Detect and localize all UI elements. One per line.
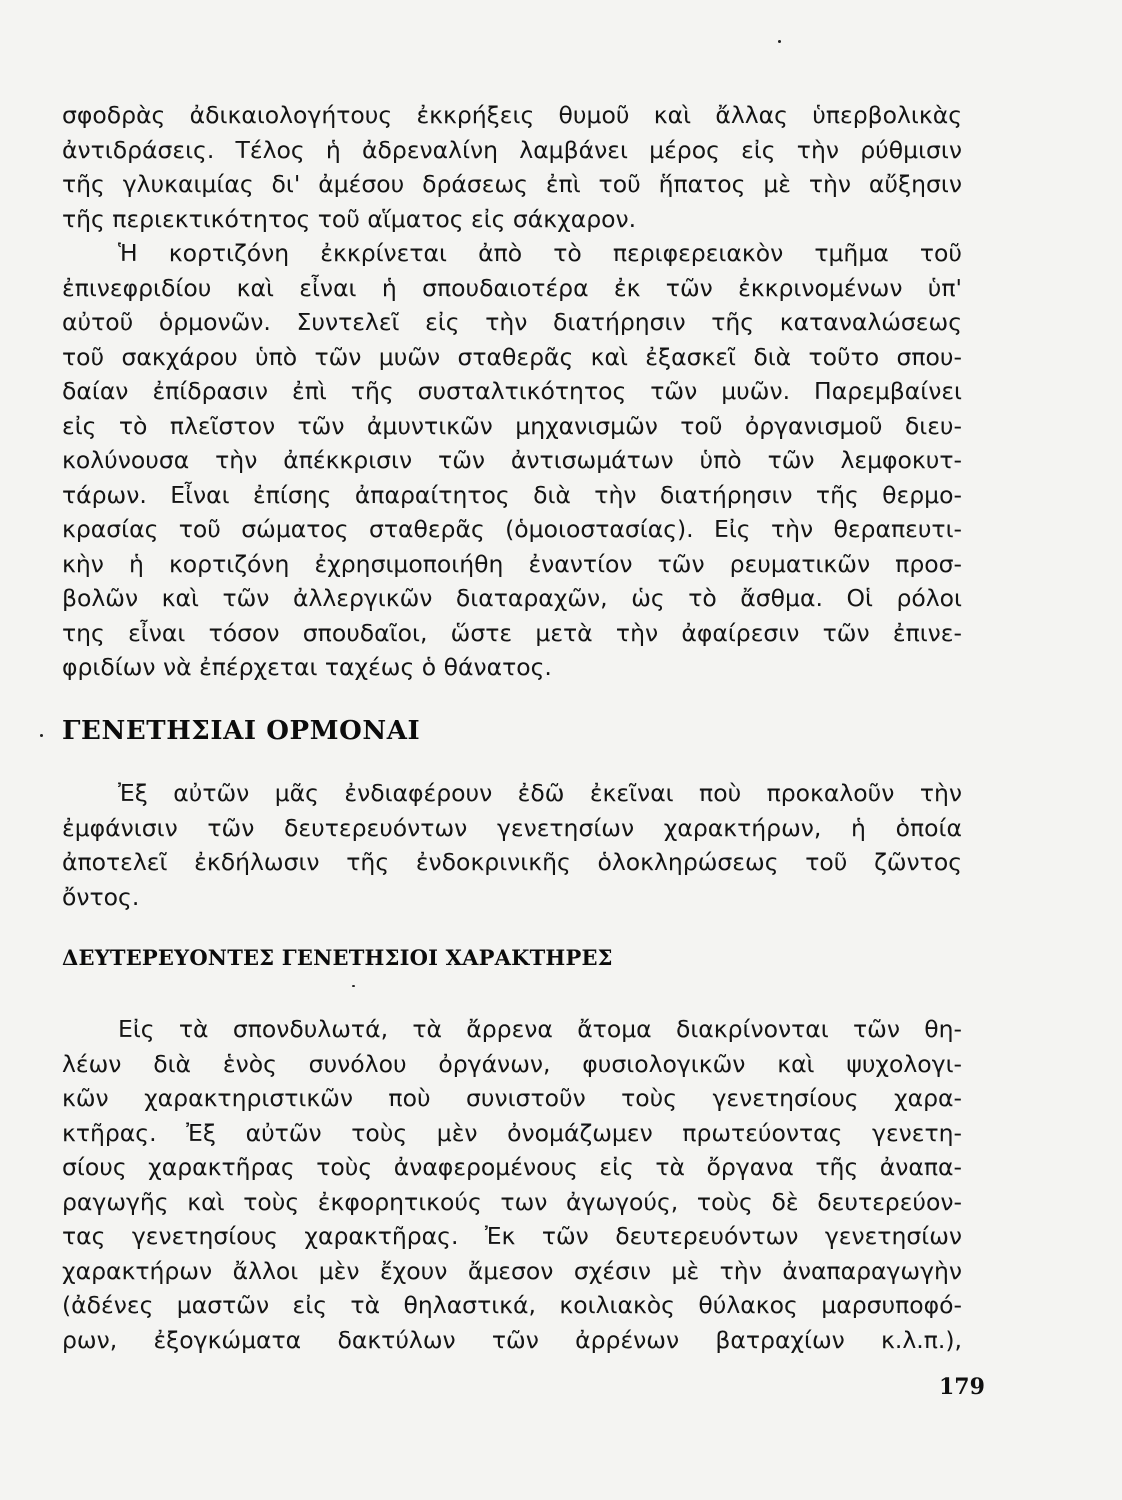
text-line: ἀντιδράσεις. Τέλος ἡ ἀδρεναλίνη λαμβάνει μέρος εἰς τὴν ρύθμισιν <box>62 135 962 164</box>
text-line: φριδίων νὰ ἐπέρχεται ταχέως ὁ θάνατος. <box>62 653 552 681</box>
text-line: ἐπινεφριδίου καὶ εἶναι ἡ σπουδαιοτέρα ἐκ τῶν ἐκκρινομένων ὑπ' <box>62 273 962 302</box>
text-line: ἐμφάνισιν τῶν δευτερευόντων γενετησίων χαρακτήρων, ἡ ὁποία <box>62 813 962 842</box>
text-line: ραγωγῆς καὶ τοὺς ἐκφορητικούς των ἀγωγούς, τοὺς δὲ δευτερεύον- <box>62 1187 962 1216</box>
text-line: ρων, ἐξογκώματα δακτύλων τῶν ἀρρένων βατραχίων κ.λ.π.), <box>62 1325 962 1354</box>
text-line: τοῦ σακχάρου ὑπὸ τῶν μυῶν σταθερᾶς καὶ ἐξασκεῖ διὰ τοῦτο σπου- <box>62 342 962 371</box>
paragraph-cortisone <box>62 236 962 685</box>
text-line: τάρων. Εἶναι ἐπίσης ἀπαραίτητος διὰ τὴν διατήρησιν τῆς θερμο- <box>62 480 962 509</box>
paragraph-adrenaline-continuation <box>62 98 962 236</box>
scan-speck <box>40 734 43 737</box>
text-line: τῆς γλυκαιμίας δι' ἀμέσου δράσεως ἐπὶ τοῦ ἥπατος μὲ τὴν αὔξησιν <box>62 170 962 198</box>
text-line: Εἰς τὰ σπονδυλωτά, τὰ ἄρρενα ἄτομα διακρίνονται τῶν θη- <box>118 1015 962 1043</box>
text-line: τας γενετησίους χαρακτῆρας. Ἐκ τῶν δευτερευόντων γενετησίων <box>62 1222 962 1250</box>
scan-speck <box>352 985 355 987</box>
text-line: Ἐξ αὐτῶν μᾶς ἐνδιαφέρουν ἐδῶ ἐκεῖναι ποὺ προκαλοῦν τὴν <box>118 779 962 807</box>
text-line: λέων διὰ ἑνὸς συνόλου ὀργάνων, φυσιολογικῶν καὶ ψυχολογι- <box>62 1049 962 1078</box>
text-line: σίους χαρακτῆρας τοὺς ἀναφερομένους εἰς τὰ ὄργανα τῆς ἀναπα- <box>62 1153 962 1181</box>
text-line: κτῆρας. Ἐξ αὐτῶν τοὺς μὲν ὀνομάζωμεν πρωτεύοντας γενετη- <box>62 1118 962 1147</box>
paragraph-secondary-characters <box>62 1012 962 1357</box>
section-heading: ΓΕΝΕΤΗΣΙΑΙ ΟΡΜΟΝΑΙ <box>62 716 421 746</box>
text-line: ὄντος. <box>62 882 140 911</box>
text-line: εἰς τὸ πλεῖστον τῶν ἀμυντικῶν μηχανισμῶν τοῦ ὀργανισμοῦ διευ- <box>62 411 962 440</box>
text-line: τῆς περιεκτικότητος τοῦ αἵματος εἰς σάκχαρον. <box>62 204 637 233</box>
text-line: (ἀδένες μαστῶν εἰς τὰ θηλαστικά, κοιλιακὸς θύλακος μαρσυποφό- <box>62 1291 962 1319</box>
text-line: ἀποτελεῖ ἐκδήλωσιν τῆς ἐνδοκρινικῆς ὁλοκληρώσεως τοῦ ζῶντος <box>62 848 962 876</box>
text-line: χαρακτήρων ἄλλοι μὲν ἔχουν ἄμεσον σχέσιν μὲ τὴν ἀναπαραγωγὴν <box>62 1256 962 1285</box>
text-line: βολῶν καὶ τῶν ἀλλεργικῶν διαταραχῶν, ὡς τὸ ἄσθμα. Οἱ ρόλοι <box>62 584 962 612</box>
text-line: σφοδρὰς ἀδικαιολογήτους ἐκκρήξεις θυμοῦ καὶ ἄλλας ὑπερβολικὰς <box>62 101 962 129</box>
text-line: αὐτοῦ ὁρμονῶν. Συντελεῖ εἰς τὴν διατήρησιν τῆς καταναλώσεως <box>62 308 962 336</box>
text-line: κολύνουσα τὴν ἀπέκκρισιν τῶν ἀντισωμάτων ὑπὸ τῶν λεμφοκυτ- <box>62 446 962 474</box>
text-line: κῶν χαρακτηριστικῶν ποὺ συνιστοῦν τοὺς γενετησίους χαρα- <box>62 1084 962 1112</box>
text-line: κὴν ἡ κορτιζόνη ἐχρησιμοποιήθη ἐναντίον τῶν ρευματικῶν προσ- <box>62 549 962 578</box>
text-line: Ἡ κορτιζόνη ἐκκρίνεται ἀπὸ τὸ περιφερειακὸν τμῆμα τοῦ <box>118 239 962 267</box>
text-line: δαίαν ἐπίδρασιν ἐπὶ τῆς συσταλτικότητος τῶν μυῶν. Παρεμβαίνει <box>62 377 962 405</box>
text-line: κρασίας τοῦ σώματος σταθερᾶς (ὁμοιοστασίας). Εἰς τὴν θεραπευτι- <box>62 515 962 543</box>
page-number: 179 <box>939 1374 985 1400</box>
paragraph-sex-hormones <box>62 776 962 914</box>
scan-speck <box>778 40 781 43</box>
subsection-heading: ΔΕΥΤΕΡΕΥΟΝΤΕΣ ΓΕΝΕΤΗΣΙΟΙ ΧΑΡΑΚΤΗΡΕΣ <box>62 945 613 970</box>
text-line: της εἶναι τόσον σπουδαῖοι, ὥστε μετὰ τὴν ἀφαίρεσιν τῶν ἐπινε- <box>62 618 962 647</box>
